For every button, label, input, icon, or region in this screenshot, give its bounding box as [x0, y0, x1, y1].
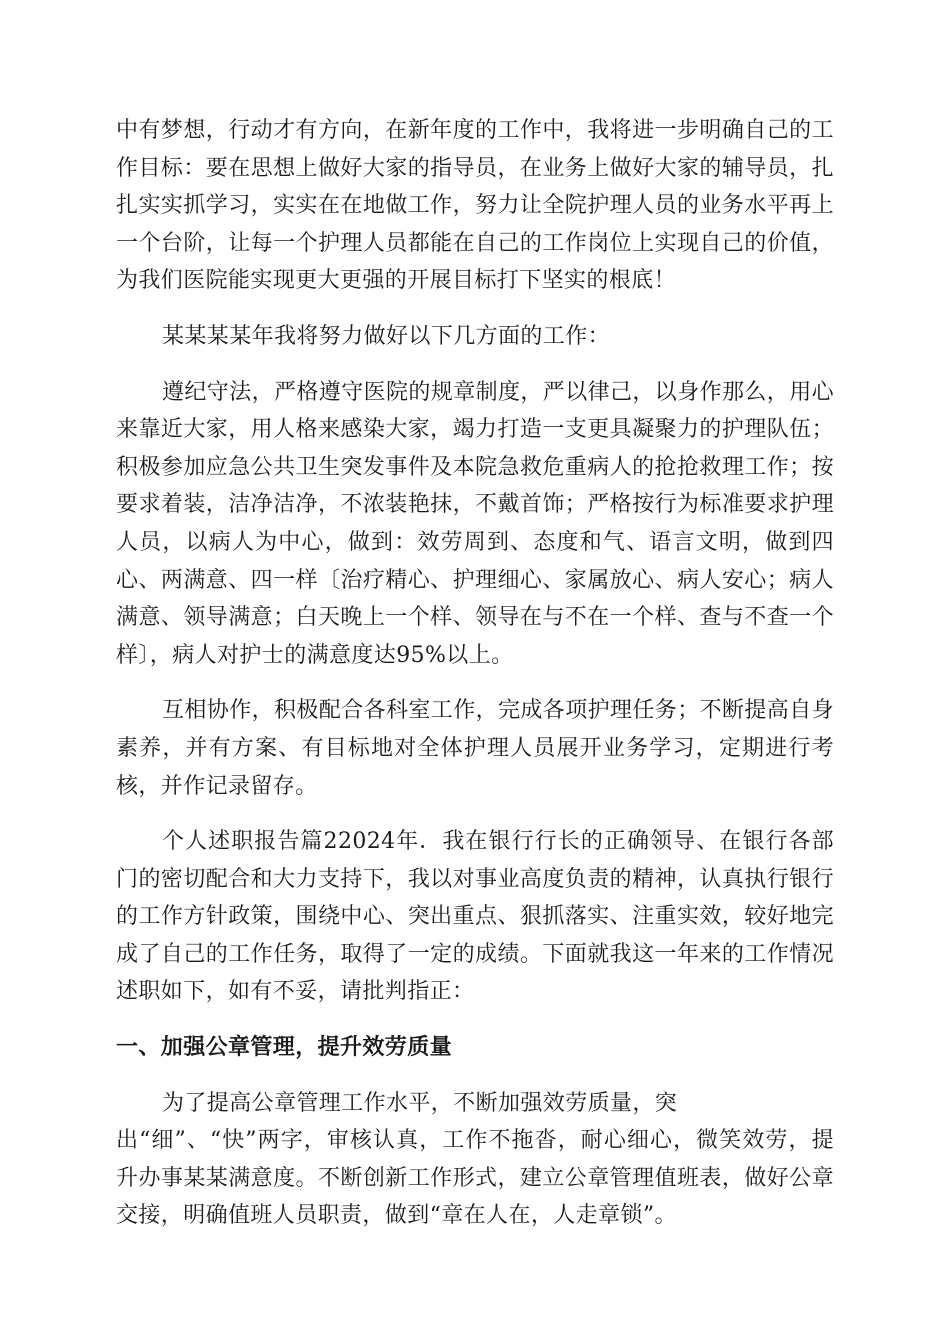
paragraph-cooperation: 互相协作，积极配合各科室工作，完成各项护理任务；不断提高自身素养，并有方案、有目标地对全体护理人员展开业务学习，定期进行考核，并作记录留存。 [116, 698, 835, 799]
paragraph-work-plan-intro: 某某某某年我将努力做好以下几方面的工作： [162, 323, 611, 349]
document-body [116, 112, 834, 1253]
section-heading: 一、加强公章管理，提升效劳质量 [116, 1035, 453, 1061]
paragraph-discipline: 遵纪守法，严格遵守医院的规章制度，严以律己，以身作那么，用心来靠近大家，用人格来感染大家，竭力打造一支更具凝聚力的护理队伍；积极参加应急公共卫生突发事件及本院急救危重病人的抢抢救理工作；按要求着装，洁净洁净，不浓装艳抹，不戴首饰；严格按行为标准要求护理人员，以病人为中心，做到：效劳周到、态度和气、语言文明，做到四心、两满意、四一样〔治疗精心、护理细心、家属放心、病人安心；病人满意、领导满意；白天晚上一个样、领导在与不在一个样、查与不查一个样〕，病人对护士的满意度达95%以上。 [116, 379, 835, 668]
paragraph-continued-goals: 中有梦想，行动才有方向，在新年度的工作中，我将进一步明确自己的工作目标：要在思想上做好大家的指导员，在业务上做好大家的辅导员，扎扎实实抓学习，实实在在地做工作，努力让全院护理人员的业务水平再上一个台阶，让每一个护理人员都能在自己的工作岗位上实现自己的价值，为我们医院能实现更大更强的开展目标打下坚实的根底！ [116, 118, 834, 294]
paragraph-seal-management [116, 1085, 834, 1235]
paragraph-seal-management-line1: 为了提高公章管理工作水平，不断加强效劳质量，突 [162, 1090, 678, 1116]
paragraph-seal-management-rest: 出“细”、“快”两字，审核认真，工作不拖沓，耐心细心，微笑效劳，提升办事某某满意度。不断创新工作形式，建立公章管理值班表，做好公章交接，明确值班人员职责，做到“章在人在，人走章锁”。 [116, 1128, 834, 1229]
paragraph-report-intro: 个人述职报告篇22024年．我在银行行长的正确领导、在银行各部门的密切配合和大力支持下，我以对事业高度负责的精神，认真执行银行的工作方针政策，围绕中心、突出重点、狠抓落实、注重实效，较好地完成了自己的工作任务，取得了一定的成绩。下面就我这一年来的工作情况述职如下，如有不妥，请批判指正： [116, 829, 834, 1005]
